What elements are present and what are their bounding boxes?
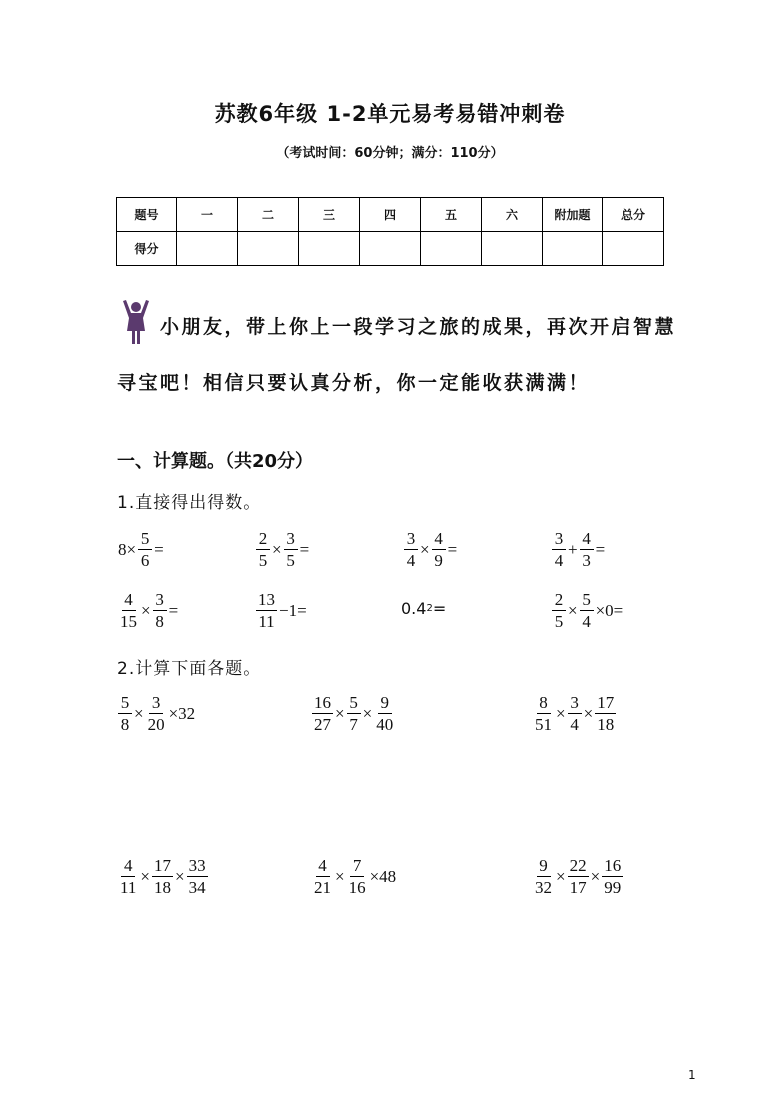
expr-suffix: =: [432, 599, 447, 618]
q2-item-1: [117, 694, 196, 733]
q1-item-8: [551, 591, 624, 630]
fraction: [347, 694, 361, 733]
denominator: 5: [258, 551, 268, 570]
header-cell: 题号: [117, 198, 177, 232]
girl-icon: [121, 299, 151, 345]
numerator: 5: [138, 530, 152, 550]
score-cell[interactable]: [360, 232, 421, 266]
fraction: [432, 530, 446, 569]
denominator: 4: [554, 551, 564, 570]
denominator: 18: [153, 878, 171, 897]
fraction: [568, 857, 589, 896]
numerator: 16: [604, 856, 622, 875]
score-table-score-row: [117, 232, 664, 266]
q1-item-3: [403, 530, 458, 569]
fraction: [602, 857, 623, 896]
numerator: 4: [580, 530, 594, 550]
page-title: 苏教6年级 1-2单元易考易错冲刺卷: [214, 102, 566, 126]
operator: ×: [272, 540, 282, 559]
operator: ×: [174, 867, 185, 886]
numerator: 7: [350, 857, 364, 877]
fraction: [552, 591, 566, 630]
expr-prefix: 8×: [118, 540, 137, 559]
page-number: 1: [688, 1068, 696, 1082]
denominator: 16: [348, 878, 366, 897]
q1-item-2: [255, 530, 310, 569]
section-heading: 一、计算题。（共20分）: [117, 451, 314, 472]
denominator: 7: [349, 715, 358, 734]
fraction: [533, 857, 554, 896]
numerator: 4: [121, 857, 135, 877]
fraction: [256, 530, 270, 569]
power-base: 0.4: [401, 599, 427, 618]
denominator: 15: [120, 612, 137, 631]
denominator: 51: [535, 715, 552, 734]
fraction: [312, 857, 333, 896]
fraction: [146, 694, 167, 733]
fraction: [118, 694, 132, 733]
numerator: 16: [314, 693, 331, 712]
operator: ×: [362, 704, 373, 723]
numerator: 3: [568, 694, 582, 714]
numerator: 4: [122, 591, 136, 611]
denominator: 11: [258, 612, 275, 631]
score-cell[interactable]: [603, 232, 664, 266]
denominator: 6: [140, 551, 150, 570]
fraction: [568, 694, 582, 733]
operator: ×: [140, 867, 150, 886]
header-cell: 四: [360, 198, 421, 232]
header-cell: 三: [299, 198, 360, 232]
numerator: 5: [580, 591, 594, 611]
numerator: 8: [537, 694, 551, 714]
fraction: [552, 530, 566, 569]
operator: ×: [420, 540, 430, 559]
header-cell: 六: [482, 198, 543, 232]
numerator: 3: [284, 530, 298, 550]
operator: +: [568, 540, 578, 559]
q2-item-5: [311, 857, 397, 896]
q1-item-7: [401, 601, 446, 617]
header-cell: 五: [421, 198, 482, 232]
denominator: 3: [582, 551, 591, 570]
expr-suffix: ×0=: [595, 601, 624, 620]
denominator: 4: [406, 551, 416, 570]
numerator: 13: [258, 590, 275, 609]
fraction: [256, 591, 277, 630]
denominator: 34: [188, 878, 206, 897]
intro-line-2: 寻宝吧！相信只要认真分析，你一定能收获满满！: [117, 372, 591, 394]
denominator: 27: [314, 715, 331, 734]
expr-suffix: =: [168, 601, 179, 620]
denominator: 32: [535, 878, 552, 897]
expr-suffix: ×48: [369, 867, 397, 886]
numerator: 3: [153, 591, 167, 611]
denominator: 9: [434, 551, 443, 570]
expr-suffix: =: [154, 540, 164, 559]
operator: ×: [583, 704, 594, 723]
fraction: [187, 857, 208, 896]
fraction: [153, 591, 167, 630]
expr-suffix: −1=: [279, 601, 307, 620]
score-cell[interactable]: [543, 232, 603, 266]
question-1-label: 1.直接得出得数。: [117, 493, 262, 513]
denominator: 5: [286, 551, 295, 570]
q2-item-2: [311, 694, 396, 733]
denominator: 8: [120, 715, 130, 734]
numerator: 2: [256, 530, 270, 550]
fraction: [118, 591, 139, 630]
fraction: [347, 857, 368, 896]
header-cell: 二: [238, 198, 299, 232]
denominator: 40: [376, 715, 394, 734]
power-exponent: 2: [426, 603, 433, 614]
fraction: [595, 694, 616, 733]
numerator: 3: [552, 530, 566, 550]
q1-item-5: [117, 591, 179, 630]
exam-info: （考试时间：60分钟；满分：110分）: [276, 146, 504, 161]
operator: ×: [335, 704, 345, 723]
numerator: 9: [537, 857, 551, 877]
operator: ×: [568, 601, 578, 620]
numerator: 2: [552, 591, 566, 611]
header-cell: 一: [177, 198, 238, 232]
expr-suffix: =: [447, 540, 458, 559]
numerator: 17: [153, 856, 171, 875]
q2-item-6: [532, 857, 624, 896]
denominator: 4: [570, 715, 579, 734]
fraction: [312, 694, 333, 733]
denominator: 99: [604, 878, 622, 897]
q1-item-1: [117, 530, 165, 569]
denominator: 21: [314, 878, 331, 897]
fraction: [580, 591, 594, 630]
fraction: [284, 530, 298, 569]
fraction: [533, 694, 554, 733]
numerator: 5: [347, 694, 361, 714]
expr-suffix: =: [595, 540, 606, 559]
denominator: 18: [597, 715, 615, 734]
operator: ×: [134, 704, 144, 723]
score-cell[interactable]: [299, 232, 360, 266]
score-table: [116, 197, 664, 266]
numerator: 22: [569, 856, 587, 875]
row-label: 得分: [117, 232, 177, 266]
denominator: 11: [120, 878, 137, 897]
header-cell: 附加题: [543, 198, 603, 232]
expr-suffix: ×32: [168, 704, 196, 723]
score-cell[interactable]: [177, 232, 238, 266]
expr-suffix: =: [299, 540, 310, 559]
q2-item-3: [532, 694, 617, 733]
q2-item-4: [117, 857, 209, 896]
fraction: [138, 530, 152, 569]
operator: ×: [556, 867, 566, 886]
denominator: 4: [582, 612, 591, 631]
score-cell[interactable]: [238, 232, 299, 266]
operator: ×: [556, 704, 566, 723]
score-cell[interactable]: [421, 232, 482, 266]
header-cell: 总分: [603, 198, 664, 232]
fraction: [580, 530, 594, 569]
numerator: 4: [432, 530, 446, 550]
numerator: 33: [188, 856, 206, 875]
question-2-label: 2.计算下面各题。: [117, 659, 262, 679]
numerator: 4: [316, 857, 330, 877]
fraction: [152, 857, 173, 896]
operator: ×: [335, 867, 345, 886]
q1-item-6: [255, 591, 308, 630]
fraction: [118, 857, 138, 896]
numerator: 5: [118, 694, 132, 714]
denominator: 5: [554, 612, 564, 631]
fraction: [404, 530, 418, 569]
numerator: 9: [378, 694, 392, 714]
operator: ×: [590, 867, 601, 886]
intro-line-1: 小朋友，带上你上一段学习之旅的成果，再次开启智慧: [160, 316, 677, 338]
numerator: 3: [404, 530, 418, 550]
denominator: 8: [155, 612, 164, 631]
denominator: 17: [569, 878, 587, 897]
numerator: 17: [597, 693, 615, 712]
q1-item-4: [551, 530, 606, 569]
score-cell[interactable]: [482, 232, 543, 266]
numerator: 3: [149, 694, 163, 714]
denominator: 20: [147, 715, 165, 734]
fraction: [374, 694, 395, 733]
score-table-header-row: [117, 198, 664, 232]
operator: ×: [141, 601, 151, 620]
